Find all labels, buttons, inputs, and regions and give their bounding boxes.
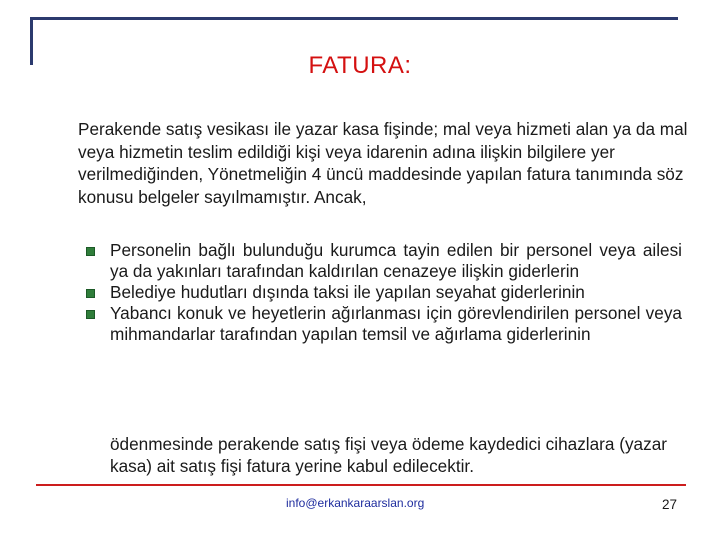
page-number: 27 bbox=[662, 497, 678, 512]
bullet-list bbox=[0, 240, 720, 345]
intro-paragraph: Perakende satış vesikası ile yazar kasa fişinde; mal veya hizmeti alan ya da mal veya hizmetin teslim edildiği kişi veya idarenin adına ilişkin bilgilere yer verilmediğinden, Yönetmeliğin 4 üncü maddesinde yapılan fatura tanımında söz konusu belgeler sayılmamıştır. Ancak, bbox=[78, 119, 688, 207]
bullet-item bbox=[0, 303, 720, 345]
square-bullet-icon bbox=[86, 310, 95, 319]
bullet-text: Yabancı konuk ve heyetlerin ağırlanması için görevlendirilen personel veya mihmandarlar tarafından yapılan temsil ve ağırlama giderlerinin bbox=[110, 303, 682, 344]
bullet-text: Belediye hudutları dışında taksi ile yapılan seyahat giderlerinin bbox=[110, 282, 585, 302]
slide-title: FATURA: bbox=[308, 52, 412, 79]
square-bullet-icon bbox=[86, 289, 95, 298]
footer-email-link[interactable]: info@erkankaraarslan.org bbox=[286, 496, 425, 510]
bullet-item bbox=[0, 240, 720, 282]
frame-top-border bbox=[30, 17, 678, 20]
footer-divider bbox=[36, 484, 686, 486]
closing-paragraph: ödenmesinde perakende satış fişi veya ödeme kaydedici cihazlara (yazar kasa) ait satış fişi fatura yerine kabul edilecektir. bbox=[110, 434, 667, 476]
square-bullet-icon bbox=[86, 247, 95, 256]
bullet-text: Personelin bağlı bulunduğu kurumca tayin edilen bir personel veya ailesi ya da yakınları tarafından kaldırılan cenazeye ilişkin giderlerin bbox=[110, 240, 682, 281]
bullet-item bbox=[0, 282, 720, 303]
